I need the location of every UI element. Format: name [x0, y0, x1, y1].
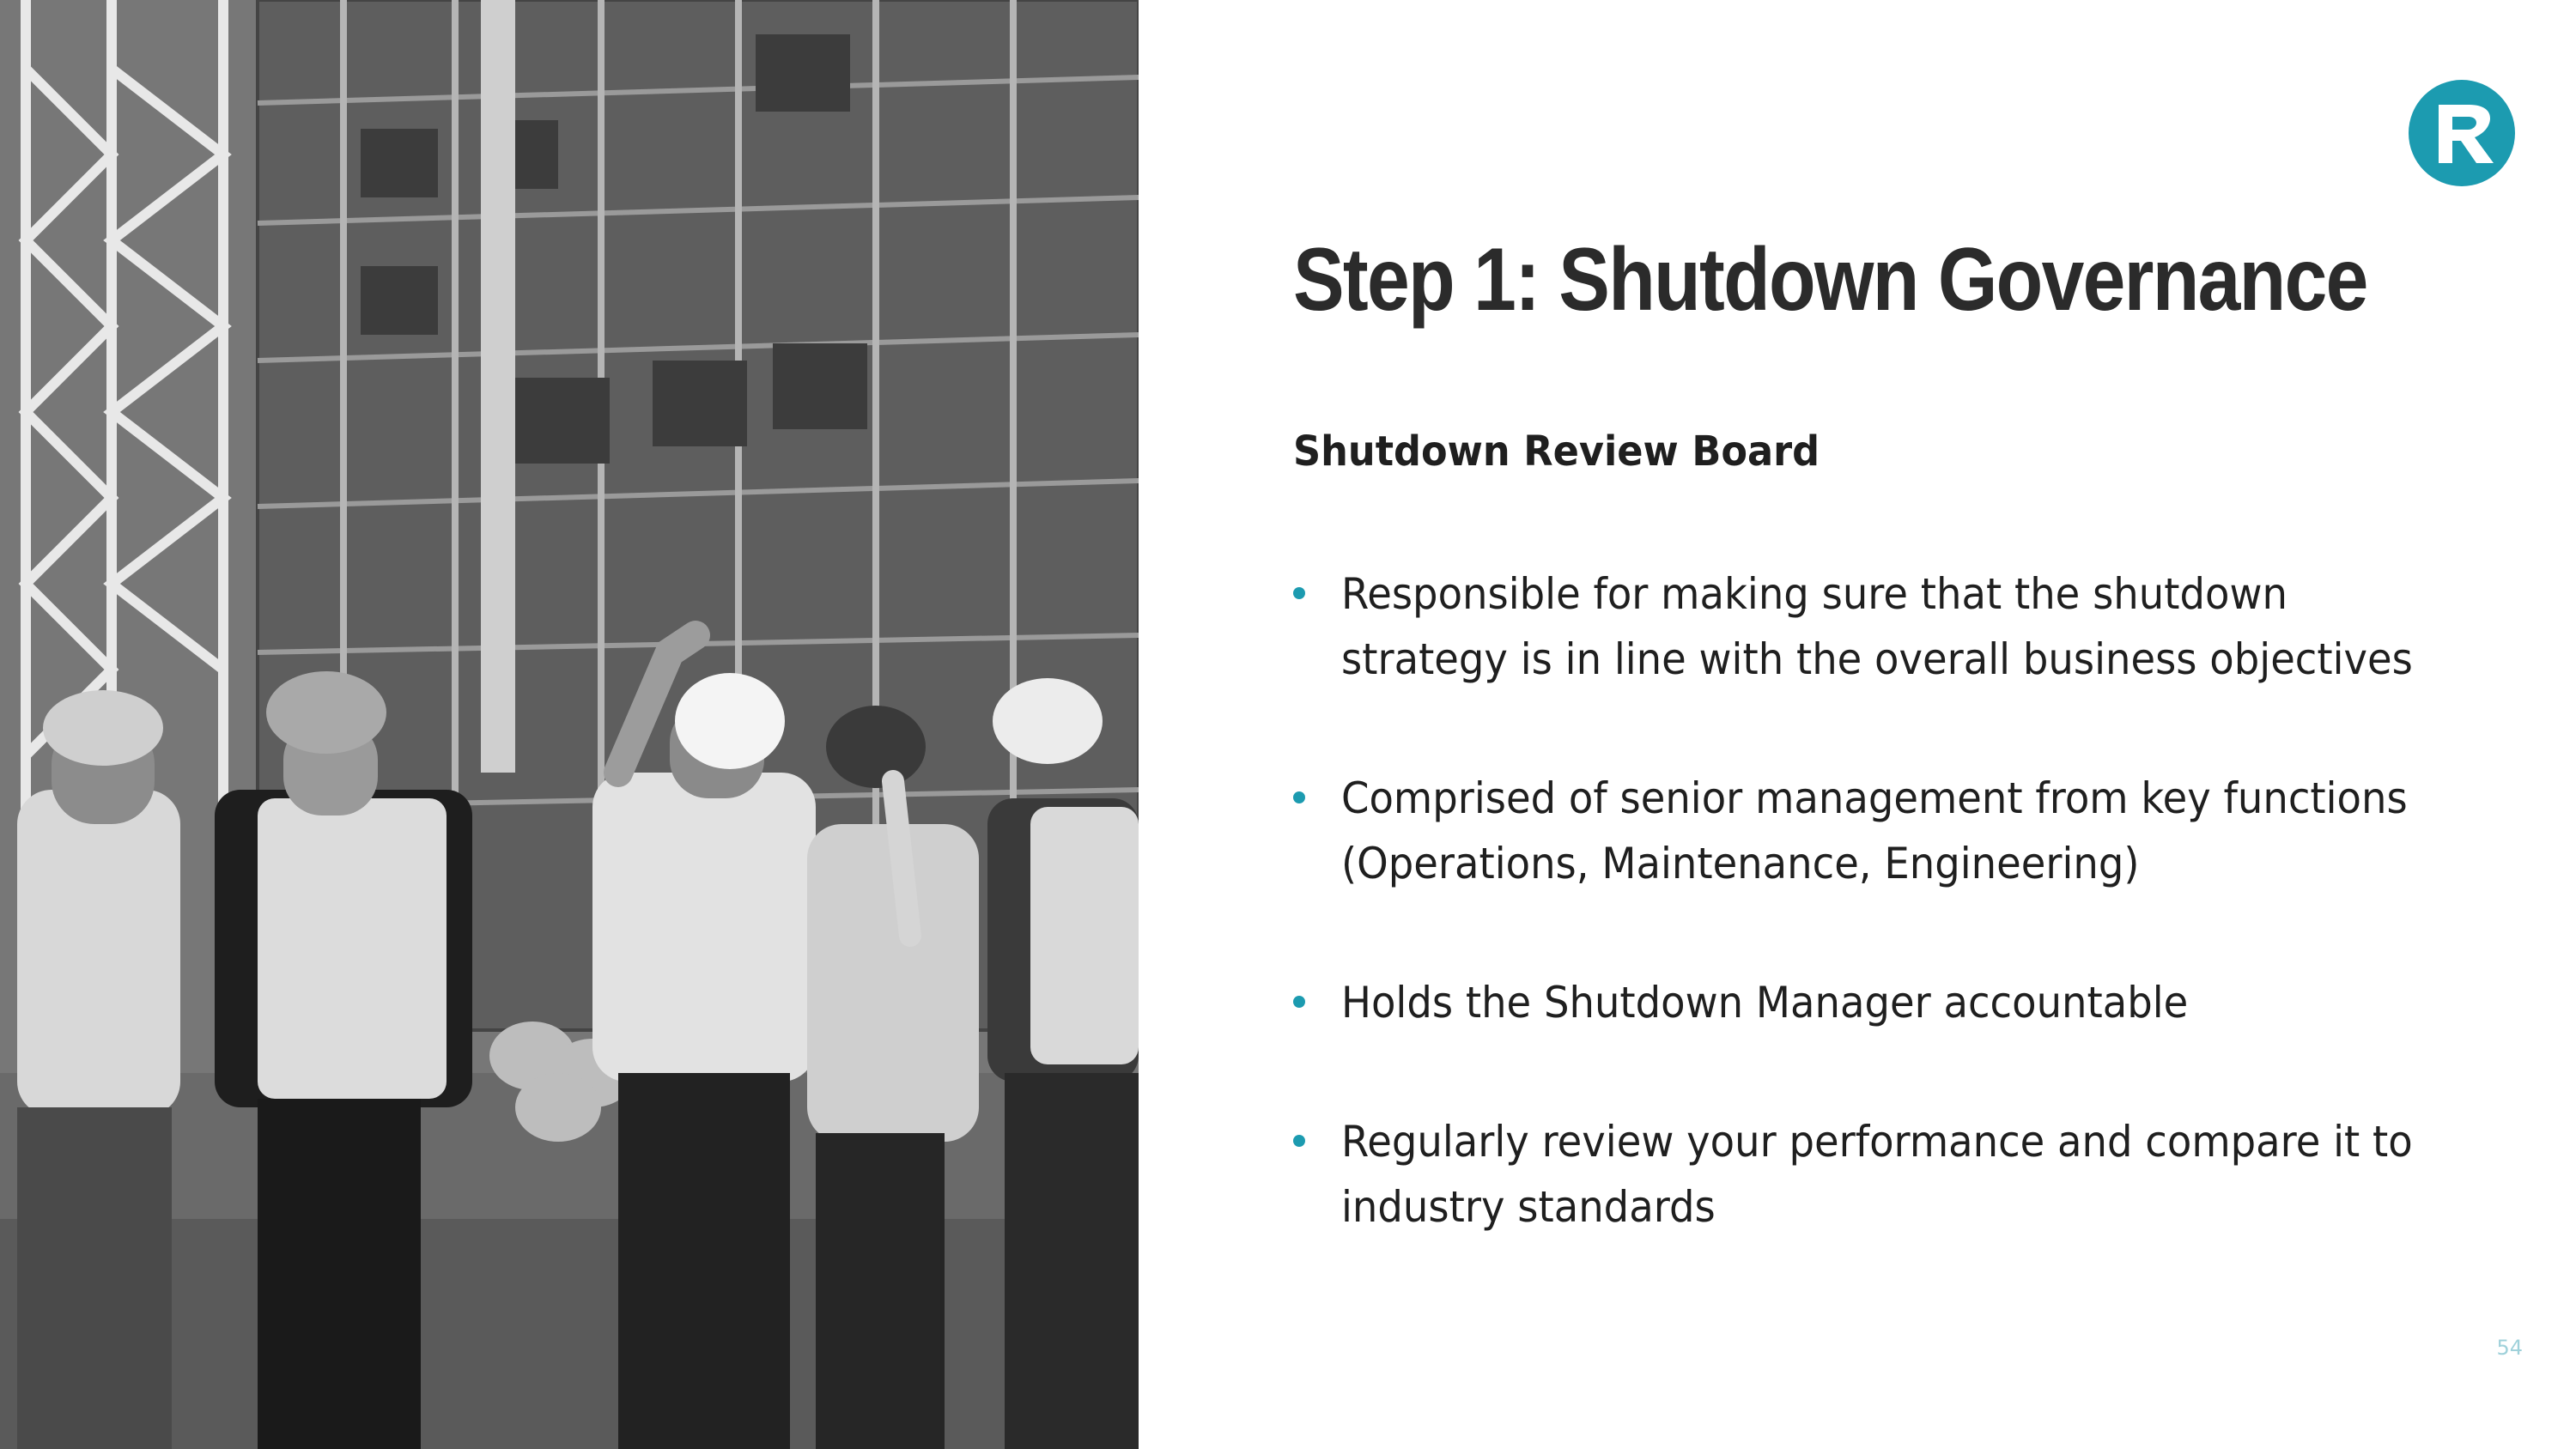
photo-illustration: [0, 0, 1139, 1449]
bullet-dot-icon: [1293, 1135, 1305, 1147]
brand-logo-icon: [2404, 77, 2519, 189]
bullet-text: Holds the Shutdown Manager accountable: [1341, 978, 2189, 1028]
bullet-text: Responsible for making sure that the shutdown strategy is in line with the overall business objectives: [1341, 569, 2413, 684]
slide-subtitle: Shutdown Review Board: [1293, 427, 1820, 476]
bullet-item: [1293, 970, 2512, 1035]
bullet-dot-icon: [1293, 996, 1305, 1008]
bullet-item: [1293, 766, 2512, 896]
bullet-list: [1293, 561, 2512, 1313]
bullet-dot-icon: [1293, 587, 1305, 599]
bullet-dot-icon: [1293, 791, 1305, 803]
logo-svg: [2404, 77, 2519, 189]
bullet-item: [1293, 1109, 2512, 1240]
page-number: 54: [2496, 1336, 2523, 1360]
bullet-text: Comprised of senior management from key functions (Operations, Maintenance, Engineering): [1341, 773, 2408, 888]
slide-title: Step 1: Shutdown Governance: [1293, 230, 2367, 330]
bullet-item: [1293, 561, 2512, 692]
bullet-text: Regularly review your performance and compare it to industry standards: [1341, 1117, 2413, 1232]
construction-workers-photo: [0, 0, 1139, 1449]
